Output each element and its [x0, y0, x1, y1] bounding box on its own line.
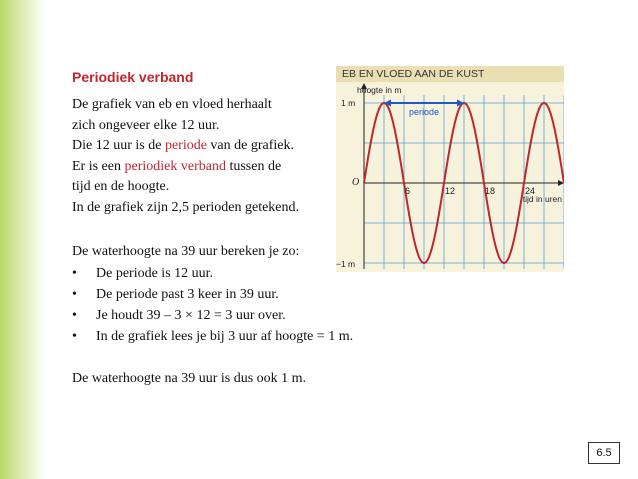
slide-title: Periodiek verband	[72, 69, 194, 85]
left-accent-bar	[0, 0, 46, 479]
conclusion-text: De waterhoogte na 39 uur is dus ook 1 m.	[72, 371, 307, 386]
intro-line-5: tijd en de hoogte.	[72, 179, 170, 194]
x-tick-label: 24	[525, 186, 536, 196]
period-label: periode	[408, 107, 440, 117]
chart-title-bar	[336, 66, 564, 82]
list-item: • Je houdt 39 – 3 × 12 = 3 uur over.	[72, 305, 353, 326]
list-item: • In de grafiek lees je bij 3 uur af hoogte = 1 m.	[72, 326, 353, 347]
term-periodiek-verband: periodiek verband	[124, 158, 226, 174]
intro-line-2: zich ongeveer elke 12 uur.	[72, 117, 220, 133]
x-tick-labels	[405, 186, 535, 196]
y-tick-label-bottom: −1 m	[336, 259, 356, 269]
steps-list	[72, 263, 353, 347]
y-axis-label: hoogte in m	[357, 85, 402, 95]
question-text: De waterhoogte na 39 uur bereken je zo:	[72, 244, 300, 259]
tide-chart-figure	[336, 66, 564, 272]
x-tick-label: 18	[485, 186, 496, 196]
intro-line-4: Er is een periodiek verband tussen de	[72, 158, 282, 174]
intro-paragraph	[72, 95, 299, 218]
intro-line-1: De grafiek van eb en vloed herhaalt	[72, 97, 272, 112]
list-item: • De periode past 3 keer in 39 uur.	[72, 284, 353, 305]
term-periode: periode	[164, 138, 207, 153]
x-axis-label: tijd in uren	[522, 194, 562, 204]
chart-title: EB EN VLOED AAN DE KUST	[342, 68, 485, 80]
page-number-badge	[588, 442, 620, 464]
list-item: • De periode is 12 uur.	[72, 263, 353, 284]
period-annotation	[384, 100, 464, 118]
x-tick-label: 12	[445, 186, 456, 196]
tide-chart	[336, 82, 564, 272]
chart-grid	[364, 95, 564, 269]
y-tick-label-top: 1 m	[341, 98, 356, 108]
intro-line-6: In de grafiek zijn 2,5 perioden getekend.	[72, 199, 300, 215]
x-tick-label: 6	[405, 186, 411, 196]
page-number: 6.5	[596, 447, 612, 459]
origin-label: O	[352, 177, 360, 188]
intro-line-3: Die 12 uur is de periode van de grafiek.	[72, 138, 294, 153]
